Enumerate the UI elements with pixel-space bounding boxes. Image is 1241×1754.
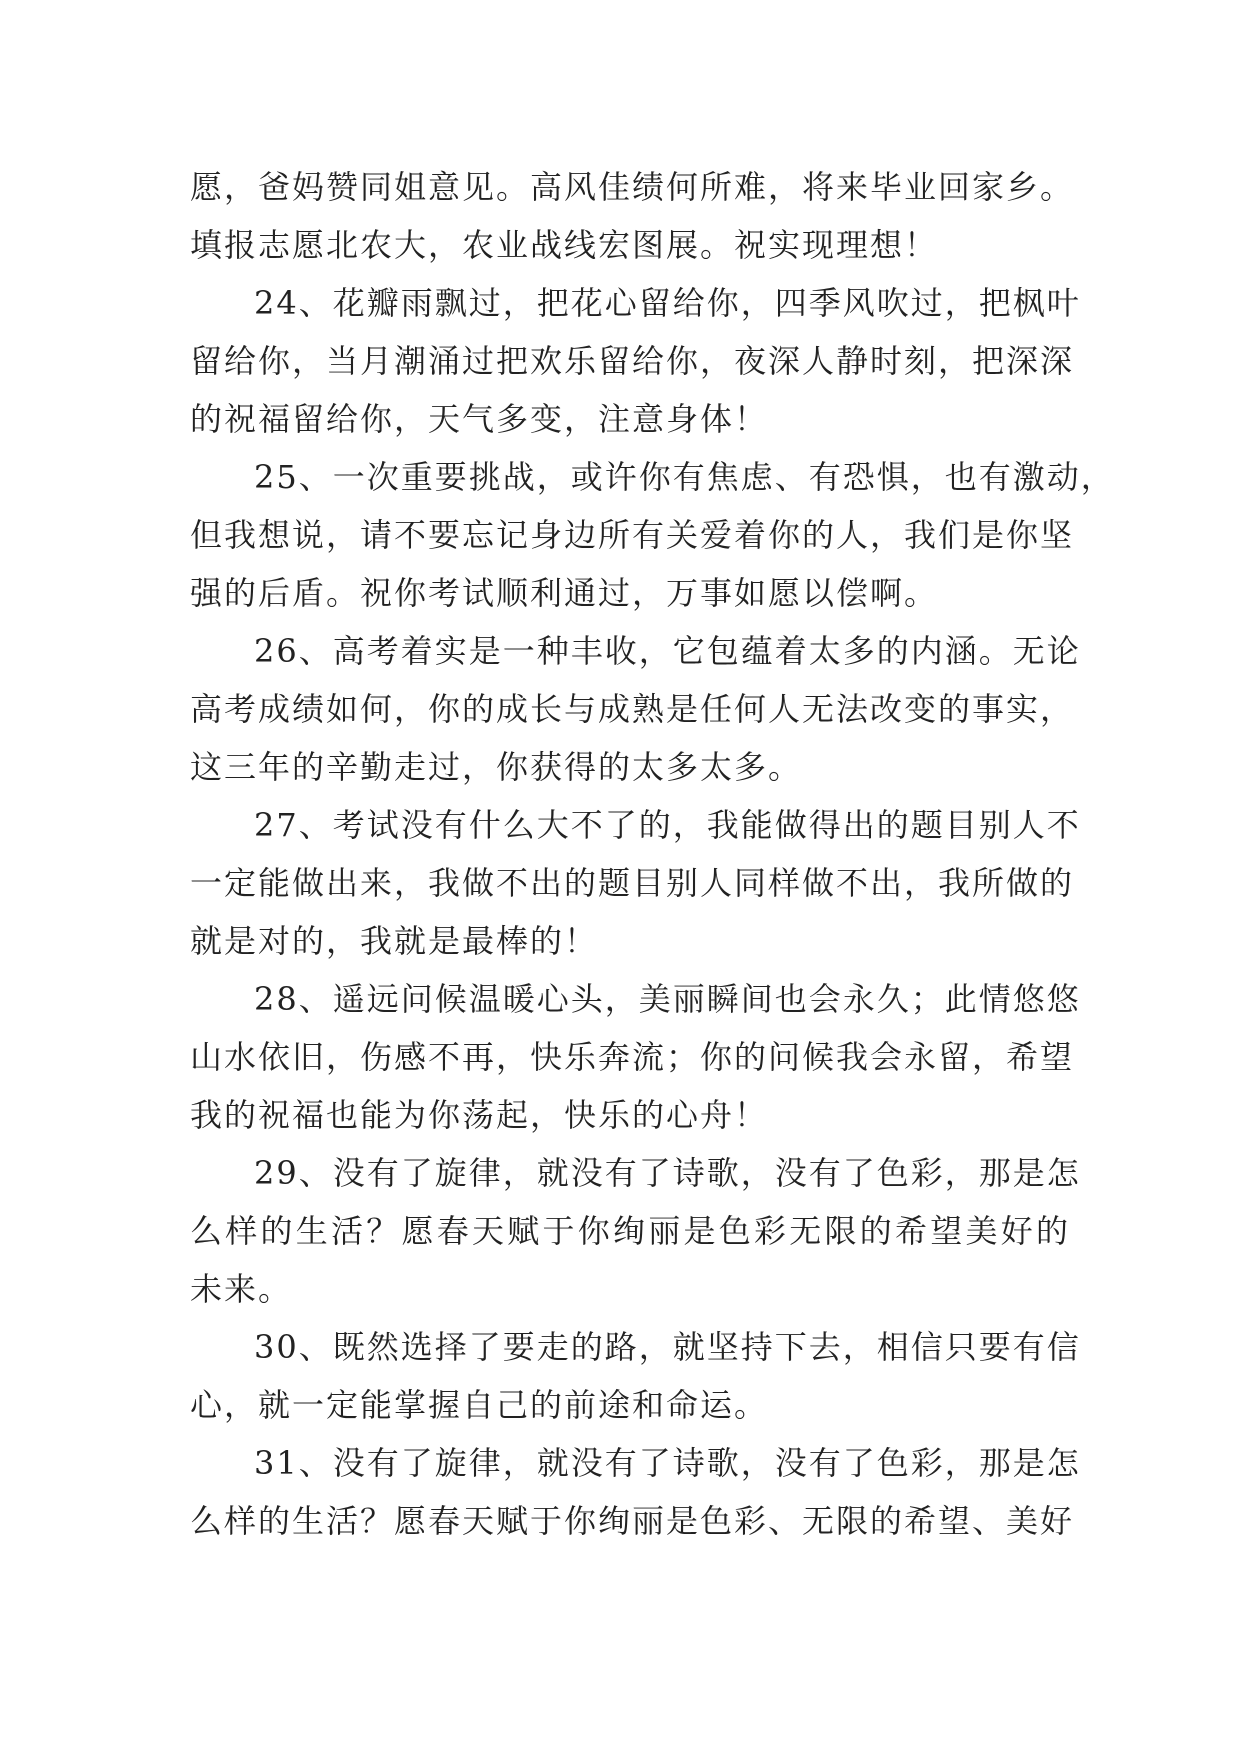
text-line: 山水依旧，伤感不再，快乐奔流；你的问候我会永留，希望 [190, 1038, 1075, 1076]
text-line: 一定能做出来，我做不出的题目别人同样做不出，我所做的 [190, 864, 1075, 902]
text-line: 的祝福留给你，天气多变，注意身体！ [190, 400, 769, 438]
text-line: 我的祝福也能为你荡起，快乐的心舟！ [190, 1096, 769, 1134]
document-body [190, 158, 1115, 1550]
text-line: 但我想说，请不要忘记身边所有关爱着你的人，我们是你坚 [190, 516, 1075, 554]
text-line: 28、遥远问候温暖心头，美丽瞬间也会永久；此情悠悠 [254, 980, 1081, 1018]
text-line: 未来。 [190, 1270, 293, 1308]
text-line: 就是对的，我就是最棒的！ [190, 922, 599, 960]
text-line: 25、一次重要挑战，或许你有焦虑、有恐惧，也有激动， [254, 458, 1115, 496]
text-line: 31、没有了旋律，就没有了诗歌，没有了色彩，那是怎 [254, 1444, 1081, 1482]
text-line: 么样的生活？愿春天赋于你绚丽是色彩无限的希望美好的 [190, 1212, 1070, 1250]
text-line: 愿，爸妈赞同姐意见。高风佳绩何所难，将来毕业回家乡。 [190, 168, 1075, 206]
text-line: 高考成绩如何，你的成长与成熟是任何人无法改变的事实， [190, 690, 1075, 728]
text-line: 29、没有了旋律，就没有了诗歌，没有了色彩，那是怎 [254, 1154, 1081, 1192]
text-line: 填报志愿北农大，农业战线宏图展。祝实现理想！ [190, 226, 939, 264]
text-line: 强的后盾。祝你考试顺利通过，万事如愿以偿啊。 [190, 574, 939, 612]
text-line: 么样的生活？愿春天赋于你绚丽是色彩、无限的希望、美好 [190, 1502, 1075, 1540]
text-line: 留给你，当月潮涌过把欢乐留给你，夜深人静时刻，把深深 [190, 342, 1075, 380]
text-line: 24、花瓣雨飘过，把花心留给你，四季风吹过，把枫叶 [254, 284, 1081, 322]
text-line: 心，就一定能掌握自己的前途和命运。 [190, 1386, 769, 1424]
text-line: 27、考试没有什么大不了的，我能做得出的题目别人不 [254, 806, 1081, 844]
text-line: 30、既然选择了要走的路，就坚持下去，相信只要有信 [254, 1328, 1081, 1366]
text-line: 26、高考着实是一种丰收，它包蕴着太多的内涵。无论 [254, 632, 1081, 670]
text-line: 这三年的辛勤走过，你获得的太多太多。 [190, 748, 803, 786]
